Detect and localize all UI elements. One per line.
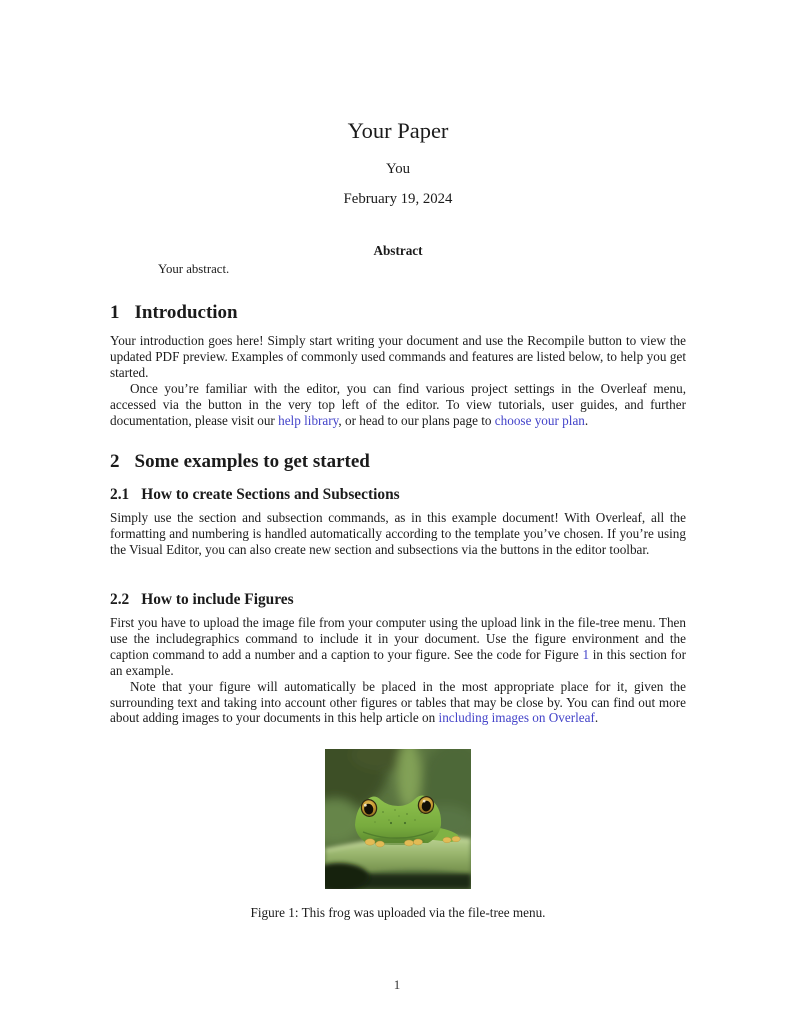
- paragraph: [110, 510, 686, 558]
- figure-1-ref-link[interactable]: 1: [582, 646, 590, 662]
- page-number: 1: [393, 977, 401, 992]
- subsection-2-1-body: [110, 510, 686, 558]
- paper-title: Your Paper: [347, 118, 449, 143]
- paragraph: [110, 679, 686, 727]
- subsection-title: How to include Figures: [141, 591, 294, 608]
- paragraph-text: , or head to our plans page to: [338, 412, 495, 428]
- paragraph-text: Once you’re familiar with the editor, you can find various project settings in the Overleaf menu, accessed via the button in the very top left of the editor. To view tutorials, user guides, and further documentation, please visit our: [110, 380, 686, 428]
- paragraph-text: Your introduction goes here! Simply start writing your document and use the Recompile button to view the updated PDF preview. Examples of commonly used commands and features are listed below, to help you get started.: [110, 333, 686, 380]
- subsection-2-2-body: [110, 615, 686, 726]
- choose-your-plan-link[interactable]: choose your plan: [494, 412, 585, 428]
- paragraph-text: First you have to upload the image file from your computer using the upload link in the file-tree menu. Then use the includegraphics command to include it in your document. Use the figure environment and the caption command to add a number and a caption to your figure. See the code for Figure: [110, 615, 686, 662]
- section-title: Introduction: [134, 302, 238, 323]
- paragraph-text: Simply use the section and subsection commands, as in this example document! With Overleaf, all the formatting and numbering is handled automatically according to the template you’ve chosen. If you’re using the Visual Editor, you can also create new section and subsections via the buttons in the editor toolbar.: [110, 510, 686, 557]
- paper-author: You: [385, 161, 410, 177]
- paragraph: [110, 381, 686, 429]
- paragraph: [110, 615, 686, 679]
- section-1-body: [110, 333, 686, 428]
- subsection-title: How to create Sections and Subsections: [141, 486, 400, 503]
- paragraph-text: Note that your figure will automatically be placed in the most appropriate place for it, given the surrounding text and taking into account other figures or tables that may be close by. You can find out more about adding images to your documents in this help article on: [110, 678, 686, 726]
- abstract-text: Your abstract.: [158, 262, 230, 276]
- paragraph-text: .: [584, 412, 589, 428]
- paragraph: [110, 333, 686, 381]
- section-number: 1: [110, 302, 120, 323]
- paper-date: February 19, 2024: [343, 191, 453, 207]
- including-images-overleaf-link[interactable]: including images on Overleaf: [438, 710, 595, 726]
- figure-caption: Figure 1: This frog was uploaded via the file-tree menu.: [250, 905, 546, 920]
- section-2-heading: [110, 450, 686, 473]
- title-block: [110, 117, 686, 208]
- frog-photo: [325, 749, 471, 889]
- paragraph-text: .: [594, 710, 599, 726]
- section-number: 2: [110, 451, 120, 472]
- section-1-heading: [110, 301, 686, 324]
- subsection-2-2-heading: [110, 590, 686, 609]
- subsection-number: 2.2: [110, 591, 130, 608]
- subsection-2-1-heading: [110, 485, 686, 504]
- figure-1: [110, 749, 686, 894]
- help-library-link[interactable]: help library: [278, 412, 339, 428]
- section-title: Some examples to get started: [134, 451, 370, 472]
- subsection-number: 2.1: [110, 486, 130, 503]
- abstract-heading: Abstract: [373, 243, 423, 258]
- paragraph-text: in this section for an example.: [110, 646, 686, 678]
